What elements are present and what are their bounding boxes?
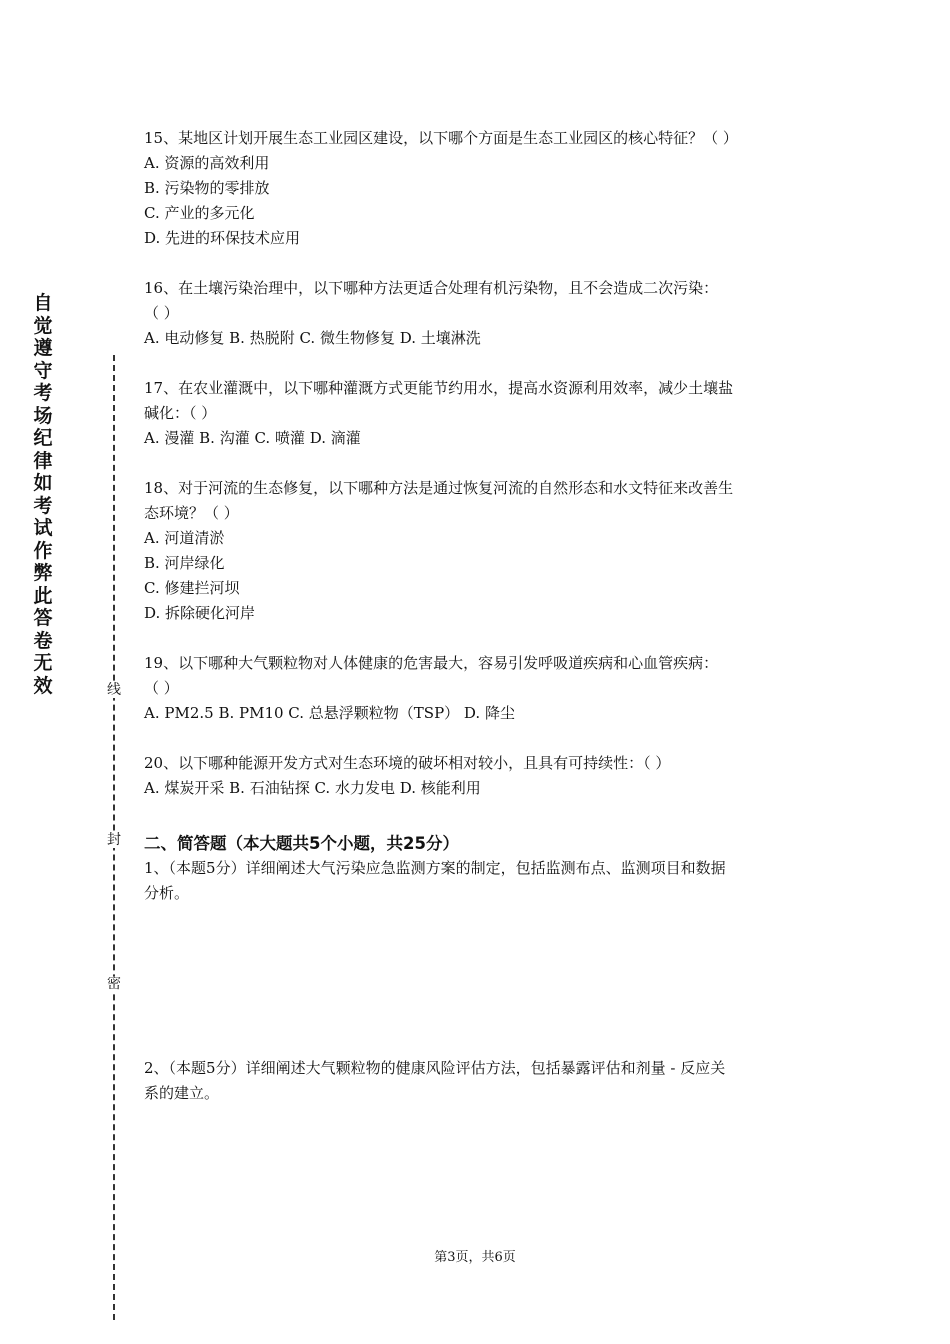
option: A. 漫灌 B. 沟灌 C. 喷灌 D. 滴灌 <box>144 429 361 447</box>
option: B. 河岸绿化 <box>144 554 225 572</box>
question-20 <box>144 751 814 801</box>
question-stem: 18、对于河流的生态修复，以下哪种方法是通过恢复河流的自然形态和水文特征来改善生 <box>144 479 734 497</box>
seal-char-feng: 封 <box>107 832 121 848</box>
question-stem: 1、（本题5分）详细阐述大气污染应急监测方案的制定，包括监测布点、监测项目和数据 <box>144 859 726 877</box>
option: D. 拆除硬化河岸 <box>144 604 256 622</box>
question-stem: 15、某地区计划开展生态工业园区建设，以下哪个方面是生态工业园区的核心特征？（ ） <box>144 129 738 147</box>
question-stem: 19、以下哪种大气颗粒物对人体健康的危害最大，容易引发呼吸道疾病和心血管疾病： <box>144 654 719 672</box>
question-stem: 16、在土壤污染治理中，以下哪种方法更适合处理有机污染物，且不会造成二次污染： <box>144 279 719 297</box>
option: C. 修建拦河坝 <box>144 579 240 597</box>
question-stem: 碱化：（ ） <box>144 404 217 422</box>
answer-space <box>144 906 814 1056</box>
exam-content <box>144 126 814 1106</box>
seal-char-mi: 密 <box>107 976 121 992</box>
section-title-short-answer: 二、简答题（本大题共5个小题，共25分） <box>144 834 459 853</box>
question-18 <box>144 476 814 626</box>
short-answer-1 <box>144 856 814 906</box>
option: A. 资源的高效利用 <box>144 154 270 172</box>
seal-char-xian: 线 <box>107 682 121 698</box>
question-15 <box>144 126 814 251</box>
short-answer-2 <box>144 1056 814 1106</box>
option: C. 产业的多元化 <box>144 204 255 222</box>
option: D. 先进的环保技术应用 <box>144 229 301 247</box>
question-stem: 系的建立。 <box>144 1084 220 1102</box>
question-stem: 态环境？（ ） <box>144 504 239 522</box>
option: A. 河道清淤 <box>144 529 225 547</box>
question-stem: 20、以下哪种能源开发方式对生态环境的破坏相对较小，且具有可持续性：（ ） <box>144 754 671 772</box>
question-stem: （ ） <box>144 304 179 322</box>
page-number: 第3页，共6页 <box>434 1250 516 1265</box>
question-stem: 17、在农业灌溉中，以下哪种灌溉方式更能节约用水，提高水资源利用效率，减少土壤盐 <box>144 379 734 397</box>
question-19 <box>144 651 814 726</box>
option: A. 电动修复 B. 热脱附 C. 微生物修复 D. 土壤淋洗 <box>144 329 481 347</box>
exam-discipline-notice: 自 觉 遵 守 考 场 纪 律 如 考 试 作 弊 此 答 卷 无 效 <box>33 292 53 697</box>
question-stem: 分析。 <box>144 884 190 902</box>
question-17 <box>144 376 814 451</box>
option: A. PM2.5 B. PM10 C. 总悬浮颗粒物（TSP） D. 降尘 <box>144 704 515 722</box>
question-16 <box>144 276 814 351</box>
option: A. 煤炭开采 B. 石油钻探 C. 水力发电 D. 核能利用 <box>144 779 481 797</box>
question-stem: 2、（本题5分）详细阐述大气颗粒物的健康风险评估方法，包括暴露评估和剂量 - 反应关 <box>144 1059 726 1077</box>
question-stem: （ ） <box>144 679 179 697</box>
option: B. 污染物的零排放 <box>144 179 270 197</box>
